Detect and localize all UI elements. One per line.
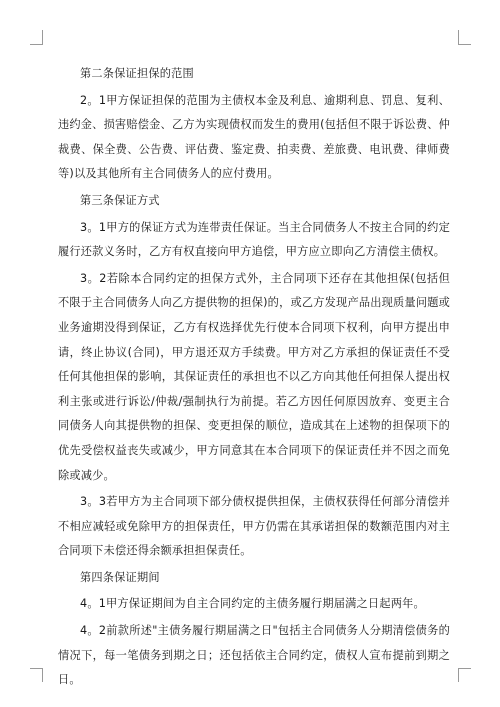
crop-mark-top-left-horizontal	[30, 44, 43, 45]
clause-4-2: 4。2前款所述"主债务履行期届满之日"包括主合同债务人分期清偿债务的情况下，每一笔债务到期之日；还包括依主合同约定，债权人宣布提前到期之日。	[58, 624, 450, 687]
crop-mark-top-left-vertical	[42, 30, 43, 44]
crop-mark-bottom-left-vertical	[42, 668, 43, 682]
crop-mark-top-right-horizontal	[458, 44, 471, 45]
crop-mark-top-right-vertical	[458, 30, 459, 44]
clause-3-1: 3。1甲方的保证方式为连带责任保证。当主合同债务人不按主合同的约定履行还款义务时，乙方有权直接向甲方追偿，甲方应立即向乙方清偿主债权。	[58, 220, 450, 259]
clause-2-1: 2。1甲方保证担保的范围为主债权本金及利息、逾期利息、罚息、复利、违约金、损害赔偿金、乙方为实现债权而发生的费用(包括但不限于诉讼费、仲裁费、保全费、公告费、评估费、鉴定费、拍卖费、差旅费、电讯费、律师费等)以及其他所有主合同债务人的应付费用。	[58, 93, 450, 181]
clause-3-2: 3。2若除本合同约定的担保方式外，主合同项下还存在其他担保(包括但不限于主合同债务人向乙方提供物的担保)的，或乙方发现产品出现质量问题或业务逾期没得到保证，乙方有权选择优先行使本合同项下权利，向甲方提出申请，终止协议(合同)，甲方退还双方手续费。甲方对乙方承担的保证责任不受任何其他担保的影响，其保证责任的承担也不以乙方向其他任何担保人提出权利主张或进行诉讼/仲裁/强制执行为前提。若乙方因任何原因放弃、变更主合同债务人向其提供物的担保、变更担保的顺位，造成其在上述物的担保项下的优先受偿权益丧失或减少，甲方同意其在本合同项下的保证责任并不因之而免除或减少。	[58, 271, 450, 482]
section-heading-method: 第三条保证方式	[80, 193, 160, 207]
document-body	[58, 62, 450, 695]
section-heading-scope: 第二条保证担保的范围	[80, 67, 194, 80]
clause-4-1: 4。1甲方保证期间为自主合同约定的主债务履行期届满之日起两年。	[80, 597, 425, 611]
crop-mark-bottom-right-vertical	[458, 668, 459, 682]
crop-mark-bottom-right-horizontal	[458, 668, 471, 669]
section-heading-period: 第四条保证期间	[80, 570, 160, 584]
clause-3-3: 3。3若甲方为主合同项下部分债权提供担保，主债权获得任何部分清偿并不相应减轻或免除甲方的担保责任，甲方仍需在其承诺担保的数额范围内对主合同项下未偿还得余额承担担保责任。	[58, 495, 450, 558]
